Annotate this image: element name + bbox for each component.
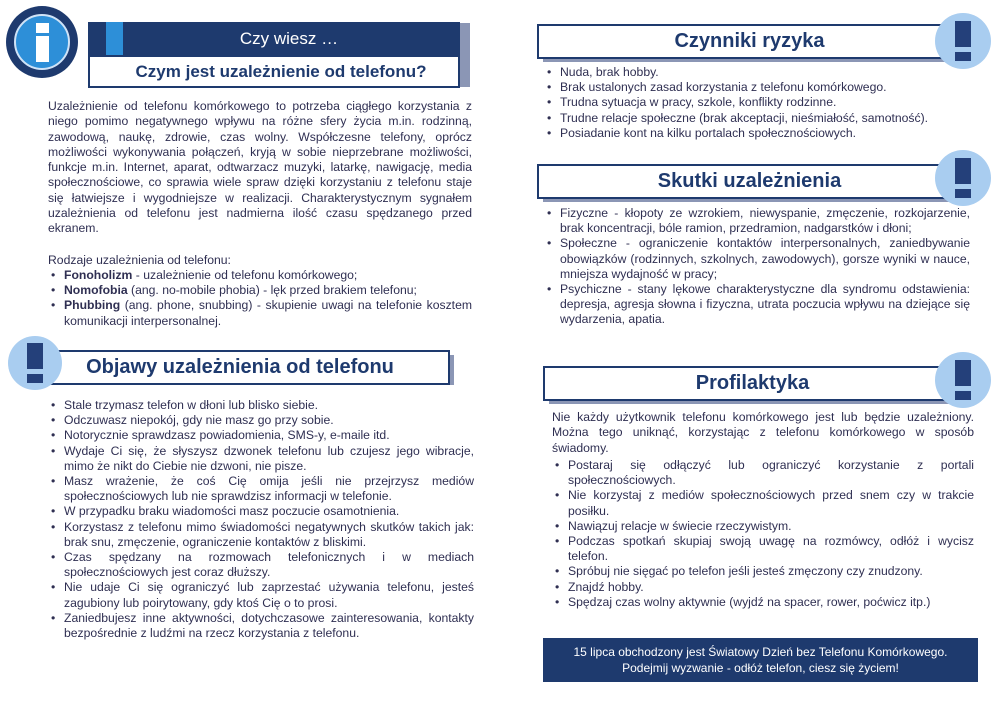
risks-header-box [537, 24, 962, 59]
effect-item: • Społeczne - ograniczenie kontaktów interpersonalnych, zaniedbywanie obowiązków (rodzinnych, szkolnych, zawodowych), gorsze wyniki w nauce, mniejsza wydajność w pracy; [544, 236, 970, 282]
prevention-item: • Znajdź hobby. [552, 580, 974, 595]
prevention-item: • Spróbuj nie sięgać po telefon jeśli jesteś zmęczony czy znudzony. [552, 564, 974, 579]
types-list [48, 268, 472, 329]
effect-item: • Fizyczne - kłopoty ze wzrokiem, niewyspanie, zmęczenie, rozkojarzenie, brak koncentracji, bóle ramion, przedramion, nadgarstków i dłoni; [544, 206, 970, 236]
symptoms-list [48, 398, 474, 641]
risk-item: • Brak ustalonych zasad korzystania z telefonu komórkowego. [544, 80, 974, 95]
type-item [48, 298, 472, 328]
risks-list [544, 65, 974, 141]
info-icon-stem [36, 36, 49, 62]
symptom-item: • Notorycznie sprawdzasz powiadomienia, SMS-y, e-maile itd. [48, 428, 474, 443]
prevention-item: • Nawiązuj relacje w świecie rzeczywistym. [552, 519, 974, 534]
intro-kicker-accent [106, 22, 123, 55]
symptom-item: • Korzystasz z telefonu mimo świadomości negatywnych skutków takich jak: brak snu, zmęczenie, ograniczenie kontaktów z bliskimi. [48, 520, 474, 550]
symptoms-title: Objawy uzależnienia od telefonu [86, 356, 394, 378]
symptom-item: • Odczuwasz niepokój, gdy nie masz go przy sobie. [48, 413, 474, 428]
symptom-item: • Nie udaje Ci się ograniczyć lub zaprzestać używania telefonu, jesteś zagubiony lub poirytowany, gdy ktoś Cię o to prosi. [48, 580, 474, 610]
symptom-item: • Stale trzymasz telefon w dłoni lub blisko siebie. [48, 398, 474, 413]
prevention-item: • Postaraj się odłączyć lub ograniczyć korzystanie z portali społecznościowych. [552, 458, 974, 488]
risk-item: • Nuda, brak hobby. [544, 65, 974, 80]
footer-banner [543, 638, 978, 682]
effects-title: Skutki uzależnienia [657, 170, 842, 192]
footer-line1: 15 lipca obchodzony jest Światowy Dzień bez Telefonu Komórkowego. [573, 645, 948, 659]
prevention-header-box [543, 366, 962, 401]
exclamation-icon [935, 13, 991, 69]
exclamation-icon [935, 352, 991, 408]
risk-item: • Trudne relacje społeczne (brak akceptacji, nieśmiałość, samotność). [544, 111, 974, 126]
intro-kicker-bar [88, 22, 460, 55]
effects-list [544, 206, 970, 328]
type-item [48, 268, 472, 283]
intro-title-box [88, 55, 460, 88]
footer-line2: Podejmij wyzwanie - odłóż telefon, ciesz się życiem! [622, 661, 899, 675]
type-desc: (ang. no-mobile phobia) - lęk przed brakiem telefonu; [127, 283, 417, 298]
intro-title: Czym jest uzależnienie od telefonu? [135, 61, 427, 81]
exclamation-icon [935, 150, 991, 206]
info-icon-dot [36, 23, 49, 33]
prevention-item: • Podczas spotkań skupiaj swoją uwagę na rozmówcy, odłóż i wycisz telefon. [552, 534, 974, 564]
effect-item: • Psychiczne - stany lękowe charakterystyczne dla syndromu odstawienia: depresja, agresja słowna i fizyczna, utrata poczucia wpływu na dziejące się wydarzenia, apatia. [544, 282, 970, 328]
type-term: Phubbing [64, 298, 121, 313]
symptom-item: • Zaniedbujesz inne aktywności, dotychczasowe zainteresowania, kontakty bezpośrednie z ludźmi na rzecz korzystania z telefonu. [48, 611, 474, 641]
intro-kicker: Czy wiesz … [239, 28, 339, 48]
type-term: Nomofobia [64, 283, 128, 298]
symptom-item: • Czas spędzany na rozmowach telefonicznych i w mediach społecznościowych jest coraz dłuższy. [48, 550, 474, 580]
prevention-list [552, 458, 974, 610]
intro-header [0, 0, 470, 92]
symptom-item: • Wydaje Ci się, że słyszysz dzwonek telefonu lub czujesz jego wibracje, mimo że nikt do Ciebie nie dzwoni, nie pisze. [48, 444, 474, 474]
type-term: Fonoholizm [64, 268, 133, 282]
symptom-item: • Masz wrażenie, że coś Cię omija jeśli nie przejrzysz mediów społecznościowych lub nie sprawdzisz informacji w telefonie. [48, 474, 474, 504]
info-icon-inner [14, 14, 70, 70]
prevention-title: Profilaktyka [695, 372, 810, 394]
info-icon [6, 6, 78, 78]
types-label: Rodzaje uzależnienia od telefonu: [48, 253, 231, 267]
type-item [48, 283, 472, 298]
symptom-item: • W przypadku braku wiadomości masz poczucie osamotnienia. [48, 504, 474, 519]
prevention-intro: Nie każdy użytkownik telefonu komórkowego jest lub będzie uzależniony. Można tego uniknąć, korzystając z telefonu komórkowego w sposób świadomy. [552, 410, 974, 455]
type-desc: - uzależnienie od telefonu komórkowego; [132, 268, 358, 282]
risk-item: • Posiadanie kont na kilku portalach społecznościowych. [544, 126, 974, 141]
type-desc: (ang. phone, snubbing) - skupienie uwagi na telefonie kosztem komunikacji interpersonalnej. [64, 298, 472, 328]
effects-header-box [537, 164, 962, 199]
symptoms-header-box [30, 350, 450, 385]
exclamation-icon [8, 336, 62, 390]
risks-title: Czynniki ryzyka [674, 30, 825, 52]
risk-item: • Trudna sytuacja w pracy, szkole, konflikty rodzinne. [544, 95, 974, 110]
prevention-item: • Nie korzystaj z mediów społecznościowych przed snem czy w trakcie posiłku. [552, 488, 974, 518]
prevention-item: • Spędzaj czas wolny aktywnie (wyjdź na spacer, rower, poćwicz itp.) [552, 595, 974, 610]
intro-paragraph: Uzależnienie od telefonu komórkowego to potrzeba ciągłego korzystania z niego pomimo negatywnego wpływu na różne sfery życia m.in. rodzinną, zawodową, naukę, zdrowie, czas wolny. Współczesne telefony, oprócz możliwości wykonywania połączeń, kryją w sobie nieprzebrane możliwości, funkcje m.in. Internet, aparat, odtwarzacz muzyki, latarkę, nawigację, media społecznościowe, co sprawia wiele spraw dzięki korzystaniu z telefonu staje się łatwiejsze i wygodniejsze w realizacji. Charakterystycznym sygnałem uzależnienia od telefonu jest nadmierna ilość czasu spędzanego przed ekranem. [48, 99, 472, 236]
